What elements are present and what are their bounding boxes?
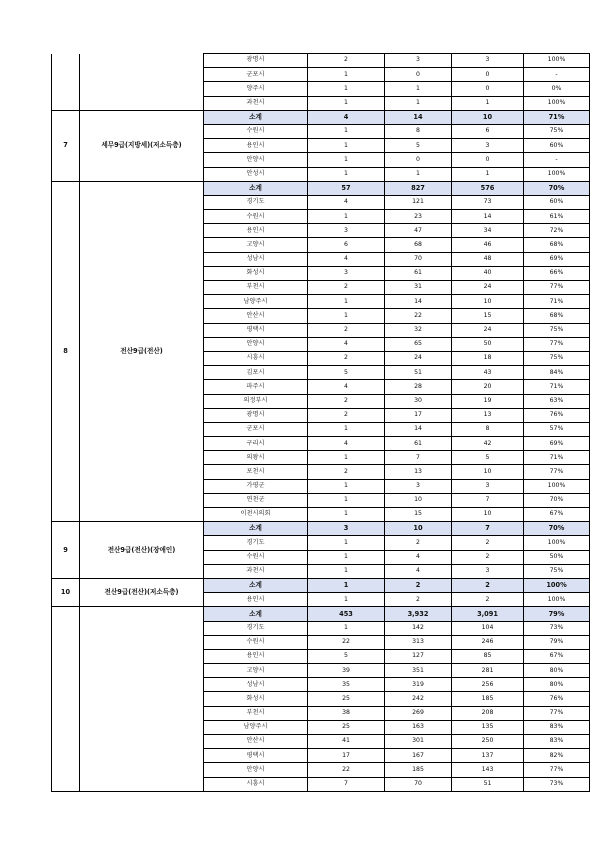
- region-cell: 시흥시: [204, 777, 308, 791]
- applicants-cell: 242: [385, 692, 452, 706]
- applicants-cell: 3: [385, 479, 452, 493]
- positions-cell: 41: [308, 735, 385, 749]
- applicants-cell: 14: [385, 295, 452, 309]
- region-cell: 고양시: [204, 238, 308, 252]
- recruitment-table: [51, 53, 590, 792]
- rate-cell: 79%: [524, 607, 590, 621]
- attendees-cell: 3,091: [452, 607, 524, 621]
- subtotal-row: [52, 578, 590, 592]
- attendees-cell: 42: [452, 437, 524, 451]
- rate-cell: 69%: [524, 437, 590, 451]
- applicants-cell: 22: [385, 309, 452, 323]
- rate-cell: 77%: [524, 763, 590, 777]
- attendees-cell: 10: [452, 110, 524, 124]
- applicants-cell: 0: [385, 68, 452, 82]
- region-cell: 용인시: [204, 139, 308, 153]
- attendees-cell: 10: [452, 465, 524, 479]
- applicants-cell: 185: [385, 763, 452, 777]
- region-cell: 광명시: [204, 408, 308, 422]
- attendees-cell: 104: [452, 621, 524, 635]
- subtotal-row: [52, 607, 590, 621]
- group-title: [80, 607, 204, 791]
- applicants-cell: 14: [385, 422, 452, 436]
- rate-cell: 75%: [524, 323, 590, 337]
- positions-cell: 1: [308, 564, 385, 578]
- group-number: 7: [52, 110, 80, 181]
- region-cell: 수원시: [204, 124, 308, 138]
- region-cell: 남양주시: [204, 720, 308, 734]
- rate-cell: 75%: [524, 351, 590, 365]
- region-cell: 성남시: [204, 678, 308, 692]
- region-cell: 안양시: [204, 153, 308, 167]
- positions-cell: 7: [308, 777, 385, 791]
- applicants-cell: 15: [385, 508, 452, 522]
- attendees-cell: 8: [452, 422, 524, 436]
- positions-cell: 25: [308, 692, 385, 706]
- rate-cell: 60%: [524, 195, 590, 209]
- rate-cell: 100%: [524, 536, 590, 550]
- positions-cell: 5: [308, 649, 385, 663]
- attendees-cell: 3: [452, 54, 524, 68]
- region-cell: 시흥시: [204, 351, 308, 365]
- positions-cell: 1: [308, 578, 385, 592]
- rate-cell: 100%: [524, 96, 590, 110]
- positions-cell: 3: [308, 224, 385, 238]
- attendees-cell: 0: [452, 153, 524, 167]
- rate-cell: 77%: [524, 337, 590, 351]
- applicants-cell: 2: [385, 578, 452, 592]
- group-title: 전산9급(전산)(장애인): [80, 522, 204, 579]
- attendees-cell: 576: [452, 181, 524, 195]
- rate-cell: 75%: [524, 564, 590, 578]
- rate-cell: 83%: [524, 720, 590, 734]
- positions-cell: 1: [308, 153, 385, 167]
- attendees-cell: 46: [452, 238, 524, 252]
- applicants-cell: 121: [385, 195, 452, 209]
- positions-cell: 1: [308, 479, 385, 493]
- positions-cell: 2: [308, 281, 385, 295]
- rate-cell: 75%: [524, 124, 590, 138]
- attendees-cell: 18: [452, 351, 524, 365]
- rate-cell: 100%: [524, 167, 590, 181]
- region-cell: 안양시: [204, 337, 308, 351]
- rate-cell: 84%: [524, 366, 590, 380]
- rate-cell: 63%: [524, 394, 590, 408]
- applicants-cell: 2: [385, 536, 452, 550]
- region-cell: 부천시: [204, 281, 308, 295]
- region-cell: 화성시: [204, 266, 308, 280]
- attendees-cell: 10: [452, 295, 524, 309]
- region-cell: 김포시: [204, 366, 308, 380]
- applicants-cell: 8: [385, 124, 452, 138]
- region-cell: 파주시: [204, 380, 308, 394]
- region-cell: 고양시: [204, 664, 308, 678]
- rate-cell: 68%: [524, 309, 590, 323]
- attendees-cell: 24: [452, 323, 524, 337]
- positions-cell: 25: [308, 720, 385, 734]
- region-cell: 평택시: [204, 749, 308, 763]
- positions-cell: 4: [308, 380, 385, 394]
- rate-cell: 0%: [524, 82, 590, 96]
- rate-cell: -: [524, 153, 590, 167]
- applicants-cell: 28: [385, 380, 452, 394]
- attendees-cell: 2: [452, 593, 524, 607]
- applicants-cell: 68: [385, 238, 452, 252]
- positions-cell: 6: [308, 238, 385, 252]
- attendees-cell: 40: [452, 266, 524, 280]
- attendees-cell: 73: [452, 195, 524, 209]
- positions-cell: 4: [308, 195, 385, 209]
- applicants-cell: 30: [385, 394, 452, 408]
- rate-cell: 57%: [524, 422, 590, 436]
- region-cell: 소계: [204, 607, 308, 621]
- applicants-cell: 269: [385, 706, 452, 720]
- rate-cell: 77%: [524, 465, 590, 479]
- applicants-cell: 24: [385, 351, 452, 365]
- rate-cell: -: [524, 68, 590, 82]
- positions-cell: 1: [308, 451, 385, 465]
- region-cell: 소계: [204, 110, 308, 124]
- attendees-cell: 14: [452, 210, 524, 224]
- positions-cell: 57: [308, 181, 385, 195]
- positions-cell: 4: [308, 337, 385, 351]
- group-title: 전산9급(전산)(저소득층): [80, 578, 204, 606]
- attendees-cell: 6: [452, 124, 524, 138]
- region-cell: 부천시: [204, 706, 308, 720]
- applicants-cell: 13: [385, 465, 452, 479]
- rate-cell: 77%: [524, 706, 590, 720]
- positions-cell: 2: [308, 323, 385, 337]
- positions-cell: 1: [308, 550, 385, 564]
- region-cell: 연천군: [204, 493, 308, 507]
- region-cell: 가평군: [204, 479, 308, 493]
- region-cell: 과천시: [204, 564, 308, 578]
- rate-cell: 67%: [524, 508, 590, 522]
- positions-cell: 38: [308, 706, 385, 720]
- region-cell: 평택시: [204, 323, 308, 337]
- group-title: [80, 54, 204, 111]
- attendees-cell: 185: [452, 692, 524, 706]
- rate-cell: 100%: [524, 578, 590, 592]
- rate-cell: 82%: [524, 749, 590, 763]
- region-cell: 양주시: [204, 82, 308, 96]
- positions-cell: 1: [308, 536, 385, 550]
- positions-cell: 17: [308, 749, 385, 763]
- region-cell: 이천시의회: [204, 508, 308, 522]
- rate-cell: 100%: [524, 54, 590, 68]
- positions-cell: 4: [308, 110, 385, 124]
- group-number: 9: [52, 522, 80, 579]
- rate-cell: 73%: [524, 777, 590, 791]
- applicants-cell: 351: [385, 664, 452, 678]
- rate-cell: 71%: [524, 110, 590, 124]
- region-cell: 용인시: [204, 593, 308, 607]
- rate-cell: 67%: [524, 649, 590, 663]
- positions-cell: 3: [308, 266, 385, 280]
- rate-cell: 83%: [524, 735, 590, 749]
- applicants-cell: 70: [385, 252, 452, 266]
- attendees-cell: 43: [452, 366, 524, 380]
- positions-cell: 1: [308, 295, 385, 309]
- positions-cell: 4: [308, 252, 385, 266]
- subtotal-row: [52, 522, 590, 536]
- applicants-cell: 1: [385, 167, 452, 181]
- applicants-cell: 51: [385, 366, 452, 380]
- applicants-cell: 827: [385, 181, 452, 195]
- applicants-cell: 7: [385, 451, 452, 465]
- attendees-cell: 1: [452, 96, 524, 110]
- attendees-cell: 0: [452, 68, 524, 82]
- region-cell: 의왕시: [204, 451, 308, 465]
- positions-cell: 22: [308, 635, 385, 649]
- rate-cell: 71%: [524, 295, 590, 309]
- region-cell: 경기도: [204, 536, 308, 550]
- region-cell: 경기도: [204, 621, 308, 635]
- positions-cell: 1: [308, 309, 385, 323]
- attendees-cell: 0: [452, 82, 524, 96]
- region-cell: 광명시: [204, 54, 308, 68]
- region-cell: 수원시: [204, 550, 308, 564]
- attendees-cell: 143: [452, 763, 524, 777]
- applicants-cell: 17: [385, 408, 452, 422]
- attendees-cell: 137: [452, 749, 524, 763]
- table-body: [52, 54, 590, 792]
- applicants-cell: 61: [385, 266, 452, 280]
- positions-cell: 1: [308, 82, 385, 96]
- attendees-cell: 256: [452, 678, 524, 692]
- attendees-cell: 208: [452, 706, 524, 720]
- region-cell: 용인시: [204, 649, 308, 663]
- applicants-cell: 31: [385, 281, 452, 295]
- rate-cell: 79%: [524, 635, 590, 649]
- applicants-cell: 4: [385, 550, 452, 564]
- positions-cell: 2: [308, 408, 385, 422]
- attendees-cell: 19: [452, 394, 524, 408]
- attendees-cell: 34: [452, 224, 524, 238]
- region-cell: 안성시: [204, 167, 308, 181]
- applicants-cell: 0: [385, 153, 452, 167]
- region-cell: 화성시: [204, 692, 308, 706]
- positions-cell: 4: [308, 437, 385, 451]
- rate-cell: 61%: [524, 210, 590, 224]
- rate-cell: 80%: [524, 664, 590, 678]
- positions-cell: 1: [308, 210, 385, 224]
- attendees-cell: 50: [452, 337, 524, 351]
- applicants-cell: 23: [385, 210, 452, 224]
- region-cell: 의정부시: [204, 394, 308, 408]
- positions-cell: 1: [308, 508, 385, 522]
- attendees-cell: 2: [452, 536, 524, 550]
- rate-cell: 70%: [524, 493, 590, 507]
- rate-cell: 71%: [524, 451, 590, 465]
- region-cell: 과천시: [204, 96, 308, 110]
- rate-cell: 66%: [524, 266, 590, 280]
- applicants-cell: 163: [385, 720, 452, 734]
- attendees-cell: 24: [452, 281, 524, 295]
- positions-cell: 1: [308, 167, 385, 181]
- group-number: [52, 607, 80, 791]
- group-number: [52, 54, 80, 111]
- attendees-cell: 281: [452, 664, 524, 678]
- region-cell: 수원시: [204, 635, 308, 649]
- positions-cell: 1: [308, 96, 385, 110]
- rate-cell: 70%: [524, 522, 590, 536]
- applicants-cell: 167: [385, 749, 452, 763]
- applicants-cell: 10: [385, 522, 452, 536]
- positions-cell: 1: [308, 493, 385, 507]
- positions-cell: 2: [308, 465, 385, 479]
- attendees-cell: 7: [452, 493, 524, 507]
- positions-cell: 2: [308, 351, 385, 365]
- positions-cell: 1: [308, 139, 385, 153]
- positions-cell: 2: [308, 54, 385, 68]
- region-cell: 안양시: [204, 763, 308, 777]
- rate-cell: 72%: [524, 224, 590, 238]
- attendees-cell: 15: [452, 309, 524, 323]
- attendees-cell: 2: [452, 578, 524, 592]
- rate-cell: 50%: [524, 550, 590, 564]
- group-title: 전산9급(전산): [80, 181, 204, 522]
- region-cell: 소계: [204, 522, 308, 536]
- attendees-cell: 10: [452, 508, 524, 522]
- applicants-cell: 5: [385, 139, 452, 153]
- attendees-cell: 48: [452, 252, 524, 266]
- attendees-cell: 250: [452, 735, 524, 749]
- applicants-cell: 32: [385, 323, 452, 337]
- applicants-cell: 70: [385, 777, 452, 791]
- positions-cell: 1: [308, 68, 385, 82]
- rate-cell: 76%: [524, 692, 590, 706]
- rate-cell: 70%: [524, 181, 590, 195]
- positions-cell: 39: [308, 664, 385, 678]
- applicants-cell: 10: [385, 493, 452, 507]
- group-number: 8: [52, 181, 80, 522]
- rate-cell: 100%: [524, 479, 590, 493]
- attendees-cell: 5: [452, 451, 524, 465]
- applicants-cell: 319: [385, 678, 452, 692]
- applicants-cell: 4: [385, 564, 452, 578]
- rate-cell: 73%: [524, 621, 590, 635]
- attendees-cell: 13: [452, 408, 524, 422]
- region-cell: 성남시: [204, 252, 308, 266]
- rate-cell: 60%: [524, 139, 590, 153]
- attendees-cell: 3: [452, 564, 524, 578]
- positions-cell: 453: [308, 607, 385, 621]
- positions-cell: 35: [308, 678, 385, 692]
- applicants-cell: 14: [385, 110, 452, 124]
- positions-cell: 2: [308, 394, 385, 408]
- attendees-cell: 7: [452, 522, 524, 536]
- applicants-cell: 3,932: [385, 607, 452, 621]
- attendees-cell: 3: [452, 479, 524, 493]
- rate-cell: 69%: [524, 252, 590, 266]
- attendees-cell: 135: [452, 720, 524, 734]
- applicants-cell: 127: [385, 649, 452, 663]
- applicants-cell: 1: [385, 82, 452, 96]
- region-cell: 군포시: [204, 422, 308, 436]
- attendees-cell: 3: [452, 139, 524, 153]
- positions-cell: 1: [308, 422, 385, 436]
- rate-cell: 71%: [524, 380, 590, 394]
- positions-cell: 1: [308, 621, 385, 635]
- attendees-cell: 51: [452, 777, 524, 791]
- table-row: [52, 54, 590, 68]
- region-cell: 구리시: [204, 437, 308, 451]
- applicants-cell: 313: [385, 635, 452, 649]
- rate-cell: 68%: [524, 238, 590, 252]
- positions-cell: 1: [308, 593, 385, 607]
- attendees-cell: 246: [452, 635, 524, 649]
- attendees-cell: 2: [452, 550, 524, 564]
- applicants-cell: 65: [385, 337, 452, 351]
- attendees-cell: 85: [452, 649, 524, 663]
- group-number: 10: [52, 578, 80, 606]
- positions-cell: 1: [308, 124, 385, 138]
- rate-cell: 76%: [524, 408, 590, 422]
- region-cell: 소계: [204, 578, 308, 592]
- positions-cell: 3: [308, 522, 385, 536]
- attendees-cell: 1: [452, 167, 524, 181]
- region-cell: 포천시: [204, 465, 308, 479]
- subtotal-row: [52, 110, 590, 124]
- attendees-cell: 20: [452, 380, 524, 394]
- region-cell: 소계: [204, 181, 308, 195]
- applicants-cell: 61: [385, 437, 452, 451]
- region-cell: 남양주시: [204, 295, 308, 309]
- subtotal-row: [52, 181, 590, 195]
- region-cell: 용인시: [204, 224, 308, 238]
- rate-cell: 100%: [524, 593, 590, 607]
- applicants-cell: 47: [385, 224, 452, 238]
- region-cell: 안산시: [204, 735, 308, 749]
- region-cell: 수원시: [204, 210, 308, 224]
- region-cell: 군포시: [204, 68, 308, 82]
- applicants-cell: 1: [385, 96, 452, 110]
- applicants-cell: 2: [385, 593, 452, 607]
- region-cell: 경기도: [204, 195, 308, 209]
- applicants-cell: 3: [385, 54, 452, 68]
- positions-cell: 22: [308, 763, 385, 777]
- region-cell: 안산시: [204, 309, 308, 323]
- applicants-cell: 301: [385, 735, 452, 749]
- rate-cell: 80%: [524, 678, 590, 692]
- applicants-cell: 142: [385, 621, 452, 635]
- rate-cell: 77%: [524, 281, 590, 295]
- group-title: 세무9급(지방세)(저소득층): [80, 110, 204, 181]
- positions-cell: 5: [308, 366, 385, 380]
